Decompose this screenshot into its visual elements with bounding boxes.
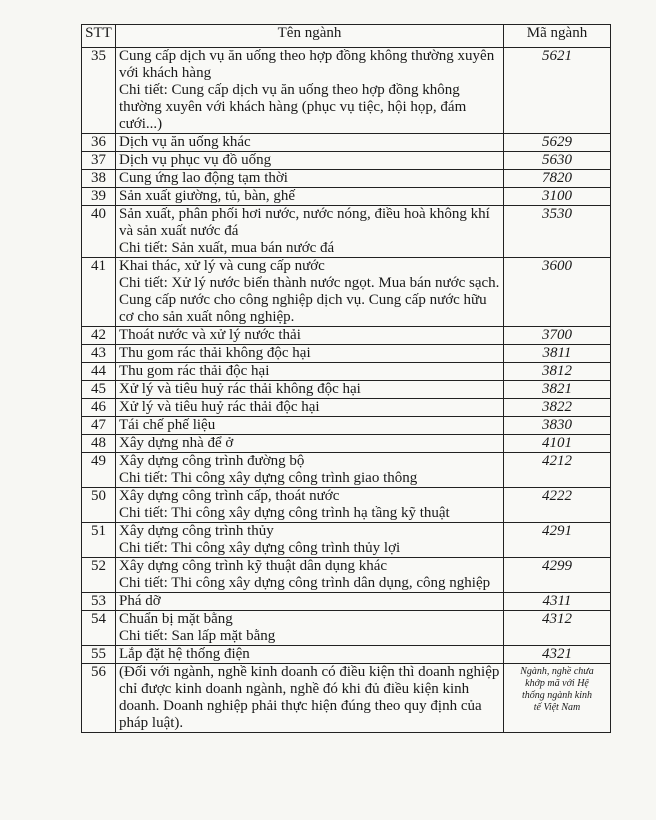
- name-line: Lắp đặt hệ thống điện: [119, 646, 250, 662]
- name-line: cưới...): [119, 116, 163, 132]
- name-line: Sản xuất, phân phối hơi nước, nước nóng, điều hoà không khí: [119, 206, 490, 222]
- row-industry-code: 4299: [504, 558, 611, 593]
- table-row: [82, 206, 611, 258]
- row-industry-name: [116, 363, 504, 381]
- table-row: [82, 399, 611, 417]
- name-line: Chuẩn bị mặt bằng: [119, 611, 233, 627]
- name-line: pháp luật).: [119, 715, 184, 731]
- header-code: Mã ngành: [504, 25, 611, 48]
- table-row: [82, 646, 611, 664]
- row-industry-name: [116, 558, 504, 593]
- name-line: Xây dựng công trình đường bộ: [119, 453, 305, 469]
- row-industry-code: 3821: [504, 381, 611, 399]
- row-industry-code: 3811: [504, 345, 611, 363]
- code-note-line: khớp mã với Hệ: [525, 678, 589, 689]
- name-line: Xây dựng công trình kỹ thuật dân dụng khác: [119, 558, 388, 574]
- row-industry-name: [116, 435, 504, 453]
- row-stt: 36: [82, 134, 116, 152]
- name-line: (Đối với ngành, nghề kinh doanh có điều kiện thì doanh nghiệp: [119, 664, 500, 680]
- row-industry-name: [116, 381, 504, 399]
- row-stt: 41: [82, 258, 116, 327]
- table-row: [82, 363, 611, 381]
- row-industry-code: 7820: [504, 170, 611, 188]
- table-row: [82, 611, 611, 646]
- table-row: [82, 345, 611, 363]
- row-industry-code: 4101: [504, 435, 611, 453]
- row-industry-name: [116, 188, 504, 206]
- row-industry-code: 4222: [504, 488, 611, 523]
- row-stt: 42: [82, 327, 116, 345]
- row-industry-code: 4311: [504, 593, 611, 611]
- row-stt: 37: [82, 152, 116, 170]
- row-industry-name: [116, 523, 504, 558]
- row-stt: 45: [82, 381, 116, 399]
- table-header-row: [82, 25, 611, 48]
- row-stt: 44: [82, 363, 116, 381]
- table-row: [82, 188, 611, 206]
- table-row: [82, 417, 611, 435]
- row-industry-name: [116, 611, 504, 646]
- row-industry-name: [116, 488, 504, 523]
- name-line: Thoát nước và xử lý nước thải: [119, 327, 301, 343]
- row-industry-name: [116, 345, 504, 363]
- row-stt: 35: [82, 48, 116, 134]
- row-industry-code: 4212: [504, 453, 611, 488]
- name-line: Thu gom rác thải không độc hại: [119, 345, 311, 361]
- name-line: Chi tiết: San lấp mặt bằng: [119, 628, 276, 644]
- row-stt: 47: [82, 417, 116, 435]
- row-stt: 38: [82, 170, 116, 188]
- row-stt: 46: [82, 399, 116, 417]
- table-row: [82, 327, 611, 345]
- name-line: Chi tiết: Thi công xây dựng công trình hạ tầng kỹ thuật: [119, 505, 450, 521]
- row-stt: 53: [82, 593, 116, 611]
- row-stt: 43: [82, 345, 116, 363]
- code-note-line: tế Việt Nam: [533, 702, 581, 713]
- table-row: [82, 152, 611, 170]
- name-line: Khai thác, xử lý và cung cấp nước: [119, 258, 325, 274]
- row-industry-name: [116, 664, 504, 733]
- name-line: Chi tiết: Thi công xây dựng công trình thủy lợi: [119, 540, 401, 556]
- table-row: [82, 593, 611, 611]
- row-industry-name: [116, 399, 504, 417]
- table-row: [82, 170, 611, 188]
- industry-table: [81, 24, 611, 733]
- row-stt: 52: [82, 558, 116, 593]
- code-note-line: Ngành, nghề chưa: [520, 666, 594, 677]
- name-line: Xử lý và tiêu huỷ rác thải không độc hại: [119, 381, 361, 397]
- row-industry-code: 5629: [504, 134, 611, 152]
- header-name: Tên ngành: [116, 25, 504, 48]
- row-industry-name: [116, 593, 504, 611]
- table-row: [82, 134, 611, 152]
- table-row: [82, 48, 611, 134]
- row-stt: 49: [82, 453, 116, 488]
- name-line: Dịch vụ phục vụ đồ uống: [119, 152, 272, 168]
- name-line: Chi tiết: Sản xuất, mua bán nước đá: [119, 240, 335, 256]
- row-industry-code: 4291: [504, 523, 611, 558]
- table-body: [82, 48, 611, 733]
- name-line: Tái chế phế liệu: [119, 417, 216, 433]
- name-line: Sản xuất giường, tủ, bàn, ghế: [119, 188, 296, 204]
- row-stt: 40: [82, 206, 116, 258]
- row-industry-code: 5621: [504, 48, 611, 134]
- row-industry-name: [116, 206, 504, 258]
- name-line: Chi tiết: Xử lý nước biển thành nước ngọt. Mua bán nước sạch.: [119, 275, 500, 291]
- row-stt: 55: [82, 646, 116, 664]
- row-industry-code: 4312: [504, 611, 611, 646]
- row-stt: 56: [82, 664, 116, 733]
- name-line: thường xuyên với khách hàng (phục vụ tiệc, hội họp, đám: [119, 99, 467, 115]
- name-line: và sản xuất nước đá: [119, 223, 239, 239]
- row-industry-name: [116, 417, 504, 435]
- row-industry-name: [116, 327, 504, 345]
- row-stt: 48: [82, 435, 116, 453]
- table-row: [82, 435, 611, 453]
- row-industry-name: [116, 170, 504, 188]
- name-line: Phá dỡ: [119, 593, 161, 609]
- name-line: cơ cho sản xuất nông nghiệp.: [119, 309, 295, 325]
- row-industry-name: [116, 258, 504, 327]
- name-line: Xử lý và tiêu huỷ rác thải độc hại: [119, 399, 320, 415]
- row-industry-name: [116, 453, 504, 488]
- name-line: Xây dựng nhà để ở: [119, 435, 234, 451]
- row-industry-code: 3600: [504, 258, 611, 327]
- code-note-line: thống ngành kinh: [522, 690, 592, 701]
- row-industry-name: [116, 48, 504, 134]
- table-row: [82, 381, 611, 399]
- row-industry-code: 3812: [504, 363, 611, 381]
- table-row: [82, 523, 611, 558]
- name-line: với khách hàng: [119, 65, 212, 81]
- name-line: Xây dựng công trình thủy: [119, 523, 274, 539]
- name-line: Chi tiết: Thi công xây dựng công trình giao thông: [119, 470, 418, 486]
- name-line: chỉ được kinh doanh ngành, nghề đó khi đủ điều kiện kinh: [119, 681, 470, 697]
- row-industry-code: 3830: [504, 417, 611, 435]
- header-stt: STT: [82, 25, 116, 48]
- table-row: [82, 558, 611, 593]
- table-row: [82, 664, 611, 733]
- row-industry-code: [504, 664, 611, 733]
- row-industry-code: 5630: [504, 152, 611, 170]
- name-line: Cung ứng lao động tạm thời: [119, 170, 288, 186]
- row-industry-code: 3100: [504, 188, 611, 206]
- name-line: Xây dựng công trình cấp, thoát nước: [119, 488, 340, 504]
- name-line: Chi tiết: Thi công xây dựng công trình dân dụng, công nghiệp: [119, 575, 491, 591]
- row-industry-name: [116, 134, 504, 152]
- row-industry-code: 3822: [504, 399, 611, 417]
- row-stt: 39: [82, 188, 116, 206]
- row-stt: 54: [82, 611, 116, 646]
- row-stt: 51: [82, 523, 116, 558]
- name-line: Cung cấp dịch vụ ăn uống theo hợp đồng không thường xuyên: [119, 48, 495, 64]
- row-industry-code: 3700: [504, 327, 611, 345]
- name-line: Dịch vụ ăn uống khác: [119, 134, 251, 150]
- row-industry-code: 3530: [504, 206, 611, 258]
- row-industry-name: [116, 152, 504, 170]
- name-line: Thu gom rác thải độc hại: [119, 363, 270, 379]
- table-row: [82, 488, 611, 523]
- table-row: [82, 453, 611, 488]
- name-line: Chi tiết: Cung cấp dịch vụ ăn uống theo hợp đồng không: [119, 82, 460, 98]
- row-industry-code: 4321: [504, 646, 611, 664]
- name-line: doanh. Doanh nghiệp phải thực hiện đúng theo quy định của: [119, 698, 482, 714]
- row-industry-name: [116, 646, 504, 664]
- row-stt: 50: [82, 488, 116, 523]
- table-row: [82, 258, 611, 327]
- name-line: Cung cấp nước cho công nghiệp dịch vụ. Cung cấp nước hữu: [119, 292, 487, 308]
